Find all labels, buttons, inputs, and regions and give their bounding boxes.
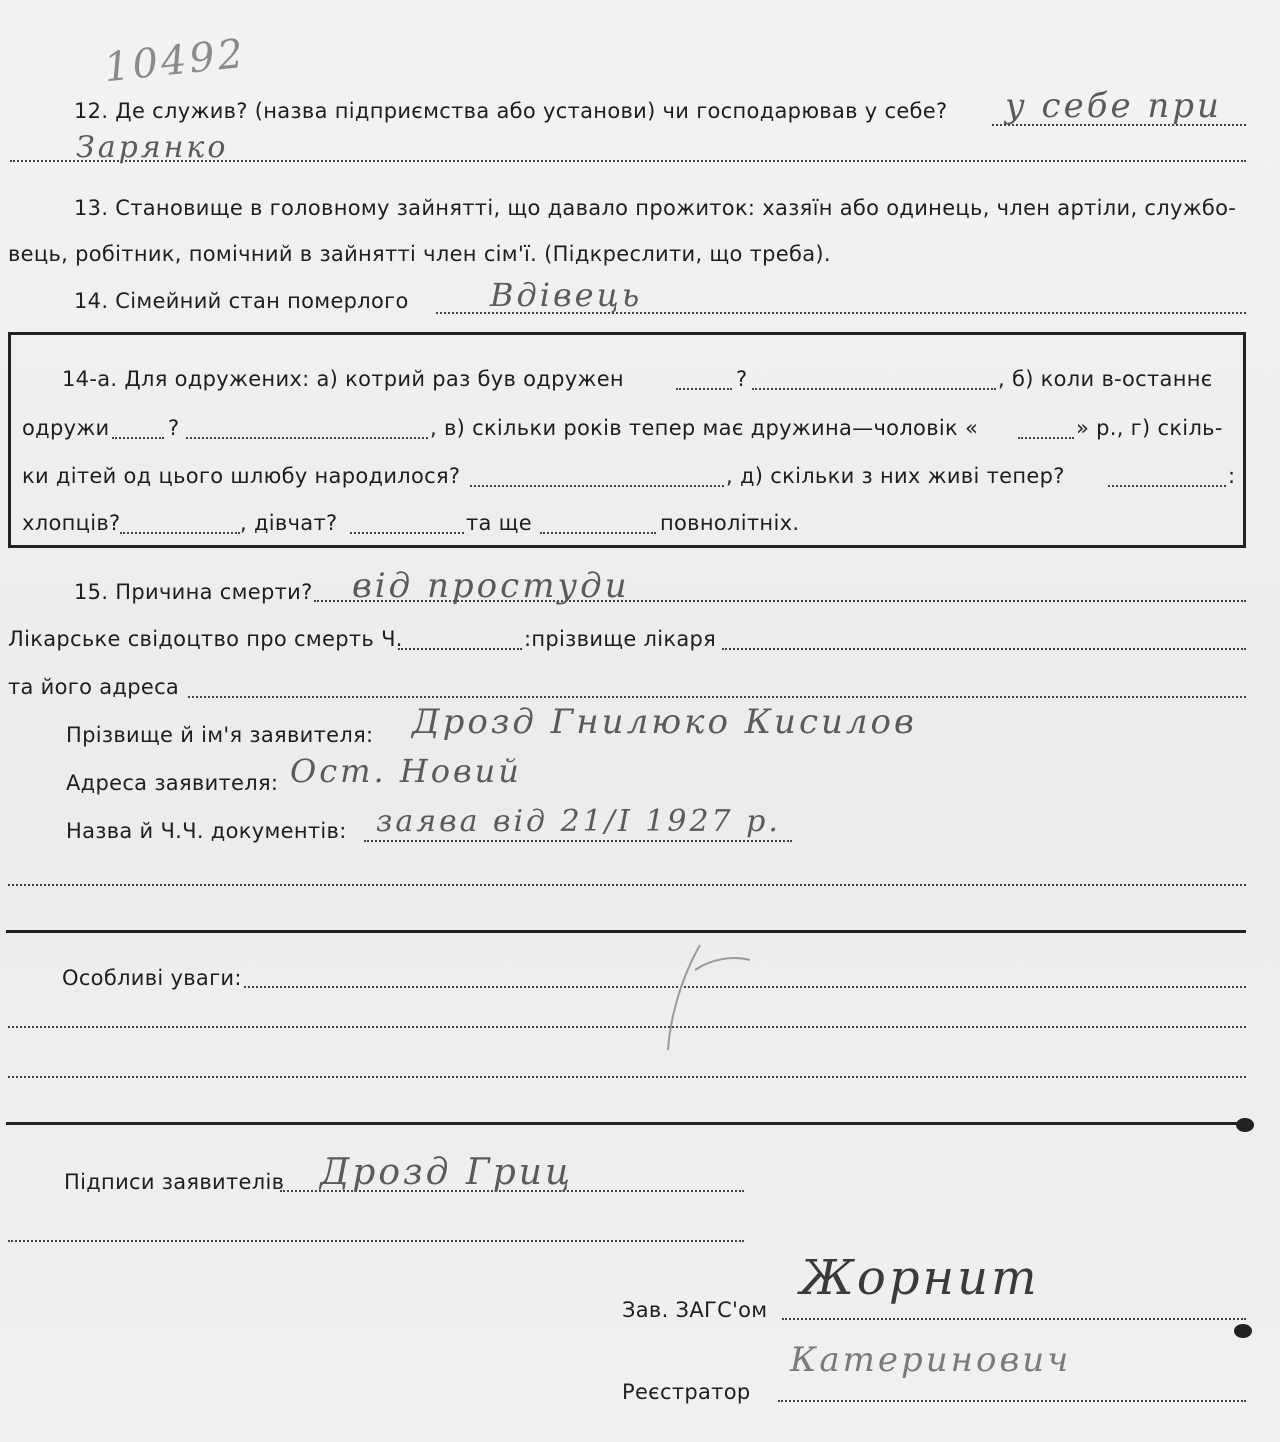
q12-answer-line1: у себе при: [1005, 86, 1222, 126]
q14a-line4-dots3: [540, 532, 656, 534]
q13-line1: 13. Становище в головному зайнятті, що давало прожиток: хазяїн або одинець, член артіли, службо-: [74, 196, 1237, 220]
doctor-number-line: [398, 648, 522, 650]
q12-answer-line2: Зарянко: [76, 130, 229, 165]
q14a-line3-dots1: [470, 485, 724, 487]
zags-signature: Жорнит: [800, 1250, 1040, 1306]
pencil-stroke: [640, 940, 760, 1060]
applicant-docs-label: Назва й Ч.Ч. документів:: [66, 819, 347, 843]
q14a-line1-dots2: [752, 388, 996, 390]
applicant-docs-line: [364, 840, 792, 842]
doctor-label: Лікарське свідоцтво про смерть Ч.: [8, 627, 403, 651]
applicant-name-value: Дрозд Гнилюко Кисилов: [412, 702, 917, 742]
applicant-docs-value: заява від 21/І 1927 р.: [376, 804, 781, 839]
zags-signature-line: [782, 1318, 1246, 1320]
divider-rule-2: [6, 1122, 1246, 1125]
q14a-line3-dots2: [1108, 485, 1226, 487]
q15-answer: від простуди: [352, 566, 630, 606]
ink-spot-2: [1234, 1324, 1252, 1338]
applicant-address-value: Ост. Новий: [290, 752, 522, 790]
q14a-line4-dots1: [120, 532, 240, 534]
ink-spot-1: [1236, 1118, 1254, 1132]
applicant-address-label: Адреса заявителя:: [66, 771, 279, 795]
q14a-line4-a: хлопців?: [22, 511, 121, 535]
applicants-signature: Дрозд Гриц: [320, 1152, 574, 1193]
q14-text: 14. Сімейний стан померлого: [74, 289, 409, 313]
remarks-label: Особливі уваги:: [62, 966, 242, 990]
registrar-signature-line: [778, 1400, 1246, 1402]
q14a-line4-c: та ще: [466, 511, 532, 535]
doctor-address-label: та його адреса: [8, 675, 180, 699]
q12-text: 12. Де служив? (назва підприємства або установи) чи господарював у себе?: [74, 99, 948, 123]
applicants-signature-line-2: [8, 1240, 744, 1242]
registrar-signature: Катеринович: [790, 1340, 1072, 1380]
q14a-line2-qmark: ?: [168, 416, 180, 440]
q14a-line1-dots1: [676, 388, 732, 390]
doctor-surname-line: [722, 648, 1246, 650]
doctor-address-line: [188, 696, 1246, 698]
doctor-surname-label: :прізвище лікаря: [524, 627, 717, 651]
q14a-line3-b: , д) скільки з них живі тепер?: [726, 464, 1065, 488]
q14a-line4-b: , дівчат?: [240, 511, 338, 535]
q15-text: 15. Причина смерти?: [74, 580, 313, 604]
q14a-line1-a: 14-а. Для одружених: а) котрий раз був одружен: [62, 367, 624, 391]
divider-rule-1: [6, 930, 1246, 933]
q14a-line1-qmark: ?: [736, 367, 748, 391]
q14a-line1-b: , б) коли в-останнє: [998, 367, 1213, 391]
q14-answer: Вдівець: [490, 276, 643, 314]
q14a-line2-dots3: [1018, 437, 1074, 439]
applicant-name-label: Прізвище й ім'я заявителя:: [66, 723, 374, 747]
q14a-line3-colon: :: [1228, 464, 1236, 488]
q14a-line2-a: одружи: [22, 416, 110, 440]
q14a-line4-d: повнолітніх.: [660, 511, 800, 535]
remarks-line-3: [8, 1076, 1246, 1078]
q13-line2: вець, робітник, помічний в зайнятті член сім'ї. (Підкреслити, що треба).: [8, 242, 831, 266]
archive-mark: 10492: [101, 30, 249, 92]
q14a-line4-dots2: [350, 532, 464, 534]
zags-label: Зав. ЗАГС'ом: [622, 1298, 768, 1322]
remarks-line-2: [8, 1026, 1246, 1028]
blank-line-1: [8, 884, 1246, 886]
registrar-label: Реєстратор: [622, 1380, 751, 1404]
q14a-line3-a: ки дітей од цього шлюбу народилося?: [22, 464, 461, 488]
q14a-line2-dots2: [186, 437, 428, 439]
applicants-signature-label: Підписи заявителів: [64, 1170, 285, 1194]
q14a-line2-c: » р., г) скіль-: [1076, 416, 1223, 440]
q14a-line2-b: , в) скільки років тепер має дружина—чоловік «: [430, 416, 979, 440]
q14a-line2-dots1: [112, 437, 164, 439]
